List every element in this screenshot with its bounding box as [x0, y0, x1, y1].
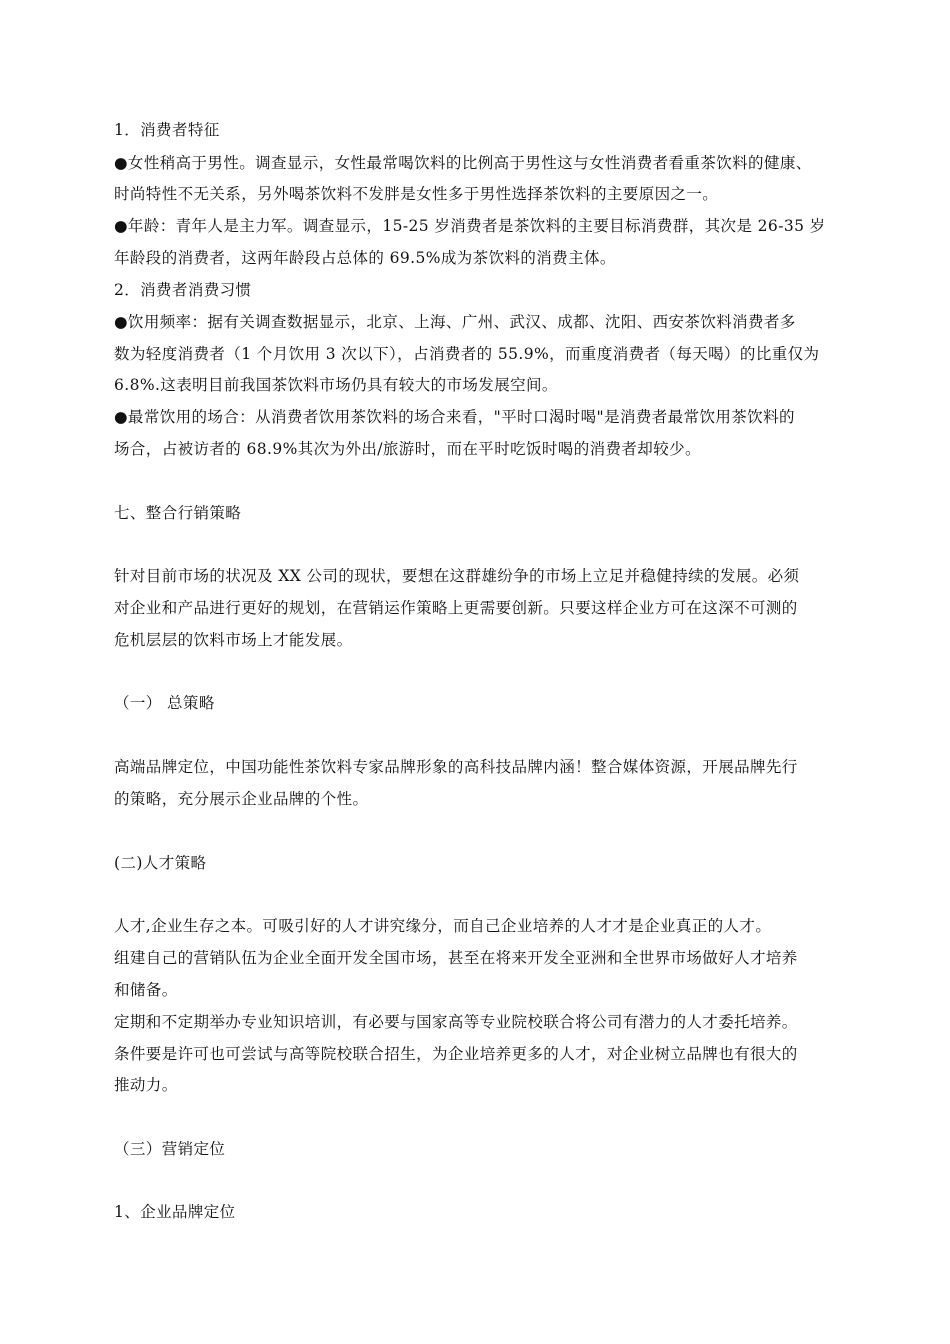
paragraph-occasion-line-1: ●最常饮用的场合：从消费者饮用茶饮料的场合来看，"平时口渴时喝"是消费者最常饮用茶饮料的	[114, 408, 795, 426]
paragraph-frequency-line-2: 数为轻度消费者（1 个月饮用 3 次以下），占消费者的 55.9%，而重度消费者（每天喝）的比重仅为	[114, 345, 820, 363]
paragraph-talent-line-3: 和储备。	[114, 981, 178, 999]
paragraph-talent-line-4: 定期和不定期举办专业知识培训，有必要与国家高等专业院校联合将公司有潜力的人才委托培养。	[114, 1013, 798, 1031]
subheading-brand-positioning: 1、企业品牌定位	[114, 1203, 236, 1221]
heading-consumption-habits: 2．消费者消费习惯	[114, 281, 252, 299]
paragraph-gender-line-2: 时尚特性不无关系，另外喝茶饮料不发胖是女性多于男性选择茶饮料的主要原因之一。	[114, 185, 719, 203]
paragraph-intro-line-1: 针对目前市场的状况及 XX 公司的现状，要想在这群雄纷争的市场上立足并稳健持续的发展。必须	[114, 567, 800, 585]
paragraph-intro-line-2: 对企业和产品进行更好的规划，在营销运作策略上更需要创新。只要这样企业方可在这深不可测的	[114, 599, 798, 617]
paragraph-talent-line-1: 人才,企业生存之本。可吸引好的人才讲究缘分，而自己企业培养的人才才是企业真正的人才。	[114, 917, 772, 935]
paragraph-talent-line-5: 条件要是许可也可尝试与高等院校联合招生，为企业培养更多的人才，对企业树立品牌也有很大的	[114, 1045, 798, 1063]
paragraph-age-line-2: 年龄段的消费者，这两年龄段占总体的 69.5%成为茶饮料的消费主体。	[114, 249, 616, 267]
paragraph-gender-line-1: ●女性稍高于男性。调查显示，女性最常喝饮料的比例高于男性这与女性消费者看重茶饮料的健康、	[114, 154, 812, 172]
paragraph-frequency-line-3: 6.8%.这表明目前我国茶饮料市场仍具有较大的市场发展空间。	[114, 376, 558, 394]
subheading-overall-strategy: （一） 总策略	[114, 694, 215, 712]
paragraph-brand-positioning-line-1: 高端品牌定位，中国功能性茶饮料专家品牌形象的高科技品牌内涵！整合媒体资源，开展品牌先行	[114, 758, 798, 776]
subheading-talent-strategy: (二)人才策略	[114, 854, 207, 872]
paragraph-intro-line-3: 危机层层的饮料市场上才能发展。	[114, 631, 353, 649]
paragraph-age-line-1: ●年龄：青年人是主力军。调查显示，15-25 岁消费者是茶饮料的主要目标消费群，其次是 26-35 岁	[114, 217, 826, 235]
subheading-marketing-positioning: （三）营销定位	[114, 1140, 226, 1158]
paragraph-occasion-line-2: 场合，占被访者的 68.9%其次为外出/旅游时，而在平时吃饭时喝的消费者却较少。	[114, 440, 701, 458]
paragraph-brand-positioning-line-2: 的策略，充分展示企业品牌的个性。	[114, 790, 369, 808]
heading-consumer-characteristics: 1．消费者特征	[114, 121, 220, 139]
section-heading-integrated-marketing: 七、整合行销策略	[114, 504, 242, 522]
paragraph-talent-line-2: 组建自己的营销队伍为企业全面开发全国市场，甚至在将来开发全亚洲和全世界市场做好人才培养	[114, 949, 798, 967]
paragraph-talent-line-6: 推动力。	[114, 1076, 178, 1094]
paragraph-frequency-line-1: ●饮用频率：据有关调查数据显示，北京、上海、广州、武汉、成都、沈阳、西安茶饮料消费者多	[114, 313, 796, 331]
